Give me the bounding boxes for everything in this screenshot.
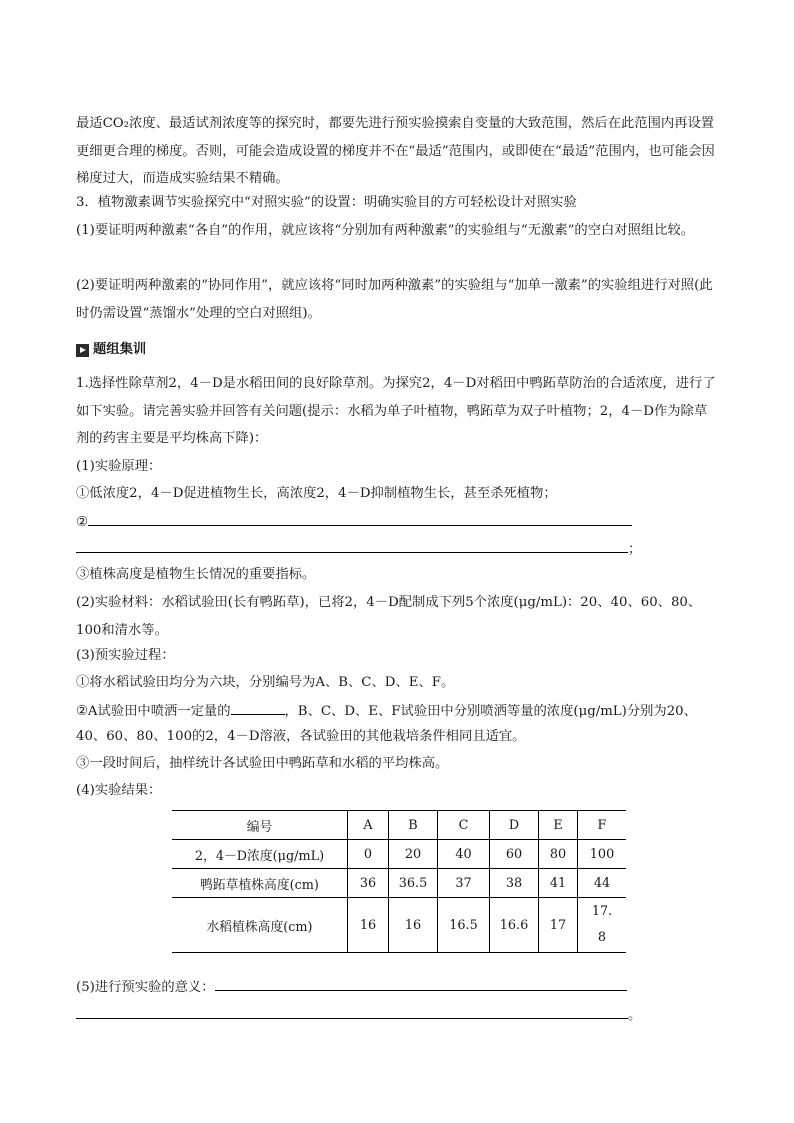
table-row — [172, 898, 626, 953]
cell-line: 17. — [591, 904, 613, 919]
principle-3: ③植株高度是植物生长情况的重要指标。 — [76, 567, 316, 582]
table-row — [172, 869, 626, 898]
point-1-paragraph: (1)要证明两种激素“各自”的作用，就应该将“分别加有两种激素”的实验组与“无激素”的空白对照组比较。 — [76, 223, 695, 238]
table-cell: 编号 — [172, 811, 348, 840]
table-cell: 0 — [348, 840, 389, 869]
table-cell: 20 — [389, 840, 438, 869]
significance-continued — [76, 1004, 736, 1026]
table-row — [172, 840, 626, 869]
significance-prefix: (5)进行预实验的意义： — [76, 980, 215, 995]
table-cell: B — [389, 811, 438, 840]
process-2 — [76, 700, 736, 722]
table-cell-wrapped — [578, 898, 627, 953]
table-cell: 鸭跖草植株高度(cm) — [172, 869, 348, 898]
section-3-heading: 3．植物激素调节实验探究中“对照实验”的设置：明确实验目的方可轻松设计对照实验 — [76, 195, 577, 210]
table-cell: 38 — [490, 869, 539, 898]
process-1: ①将水稻试验田均分为六块，分别编号为A、B、C、D、E、F。 — [76, 675, 455, 690]
principle-2-continued — [76, 538, 736, 560]
table-cell: 44 — [578, 869, 627, 898]
principle-2 — [76, 511, 736, 533]
table-cell: D — [490, 811, 539, 840]
process-heading: (3)预实验过程： — [76, 648, 175, 663]
process-2-part-b: ，B、C、D、E、F试验田中分别喷洒等量的浓度(μg/mL)分别为20、 — [284, 704, 697, 719]
results-heading: (4)实验结果： — [76, 783, 162, 798]
significance-end: 。 — [628, 1008, 642, 1023]
intro-paragraph: 最适CO₂浓度、最适试剂浓度等的探究时，都要先进行预实验摸索自变量的大致范围，然后在此范围内再设置更细更合理的梯度。否则，可能会造成设置的梯度并不在“最适”范围内，或即使在“最适”范围内，也可能会因梯度过大，而造成实验结果不精确。 — [76, 116, 715, 186]
table-cell: 41 — [539, 869, 578, 898]
answer-blank-significance[interactable] — [215, 976, 627, 991]
table-cell: 36 — [348, 869, 389, 898]
table-cell: 80 — [539, 840, 578, 869]
table-cell: 16.5 — [438, 898, 490, 953]
play-triangle-icon — [76, 344, 89, 357]
answer-blank-principle-2-line-2[interactable] — [76, 538, 628, 553]
table-cell: A — [348, 811, 389, 840]
answer-blank-principle-2[interactable] — [88, 511, 632, 526]
principle-1: ①低浓度2，4－D促进植物生长，高浓度2，4－D抑制植物生长，甚至杀死植物； — [76, 486, 557, 501]
cell-line: 8 — [597, 930, 607, 945]
table-cell: C — [438, 811, 490, 840]
section-title-text: 题组集训 — [93, 342, 147, 357]
table-cell: 水稻植株高度(cm) — [172, 898, 348, 953]
results-table — [172, 810, 626, 953]
table-cell: 2，4－D浓度(μg/mL) — [172, 840, 348, 869]
question-stem: 1.选择性除草剂2，4－D是水稻田间的良好除草剂。为探究2，4－D对稻田中鸭跖草防治的合适浓度，进行了如下实验。请完善实验并回答有关问题(提示：水稻为单子叶植物，鸭跖草为双子叶植物；2，4－D作为除草剂的药害主要是平均株高下降)： — [76, 376, 716, 446]
principle-heading: (1)实验原理： — [76, 459, 162, 474]
materials-paragraph: (2)实验材料：水稻试验田(长有鸭跖草)，已将2，4－D配制成下列5个浓度(μg/mL)：20、40、60、80、100和清水等。 — [76, 595, 702, 638]
process-3: ③一段时间后，抽样统计各试验田中鸭跖草和水稻的平均株高。 — [76, 756, 449, 771]
process-2-continued: 40、60、80、100的2，4－D溶液，各试验田的其他栽培条件相同且适宜。 — [76, 729, 526, 744]
point-2-paragraph: (2)要证明两种激素的“协同作用”，就应该将“同时加两种激素”的实验组与“加单一激素”的实验组进行对照(此时仍需设置“蒸馏水”处理的空白对照组)。 — [76, 278, 713, 321]
table-cell: 16 — [389, 898, 438, 953]
process-2-part-a: ②A试验田中喷洒一定量的 — [76, 704, 231, 719]
significance-line — [76, 976, 736, 998]
table-cell: 100 — [578, 840, 627, 869]
table-cell: 16.6 — [490, 898, 539, 953]
principle-2-prefix: ② — [76, 515, 88, 530]
table-cell: 17 — [539, 898, 578, 953]
principle-2-end: ； — [628, 542, 642, 557]
table-cell: 40 — [438, 840, 490, 869]
table-row — [172, 811, 626, 840]
section-title — [76, 340, 146, 360]
table-cell: E — [539, 811, 578, 840]
table-cell: 36.5 — [389, 869, 438, 898]
table-cell: 60 — [490, 840, 539, 869]
table-cell: 16 — [348, 898, 389, 953]
table-cell: 37 — [438, 869, 490, 898]
table-cell: F — [578, 811, 627, 840]
answer-blank-process-2[interactable] — [231, 700, 285, 715]
answer-blank-significance-line-2[interactable] — [76, 1004, 628, 1019]
